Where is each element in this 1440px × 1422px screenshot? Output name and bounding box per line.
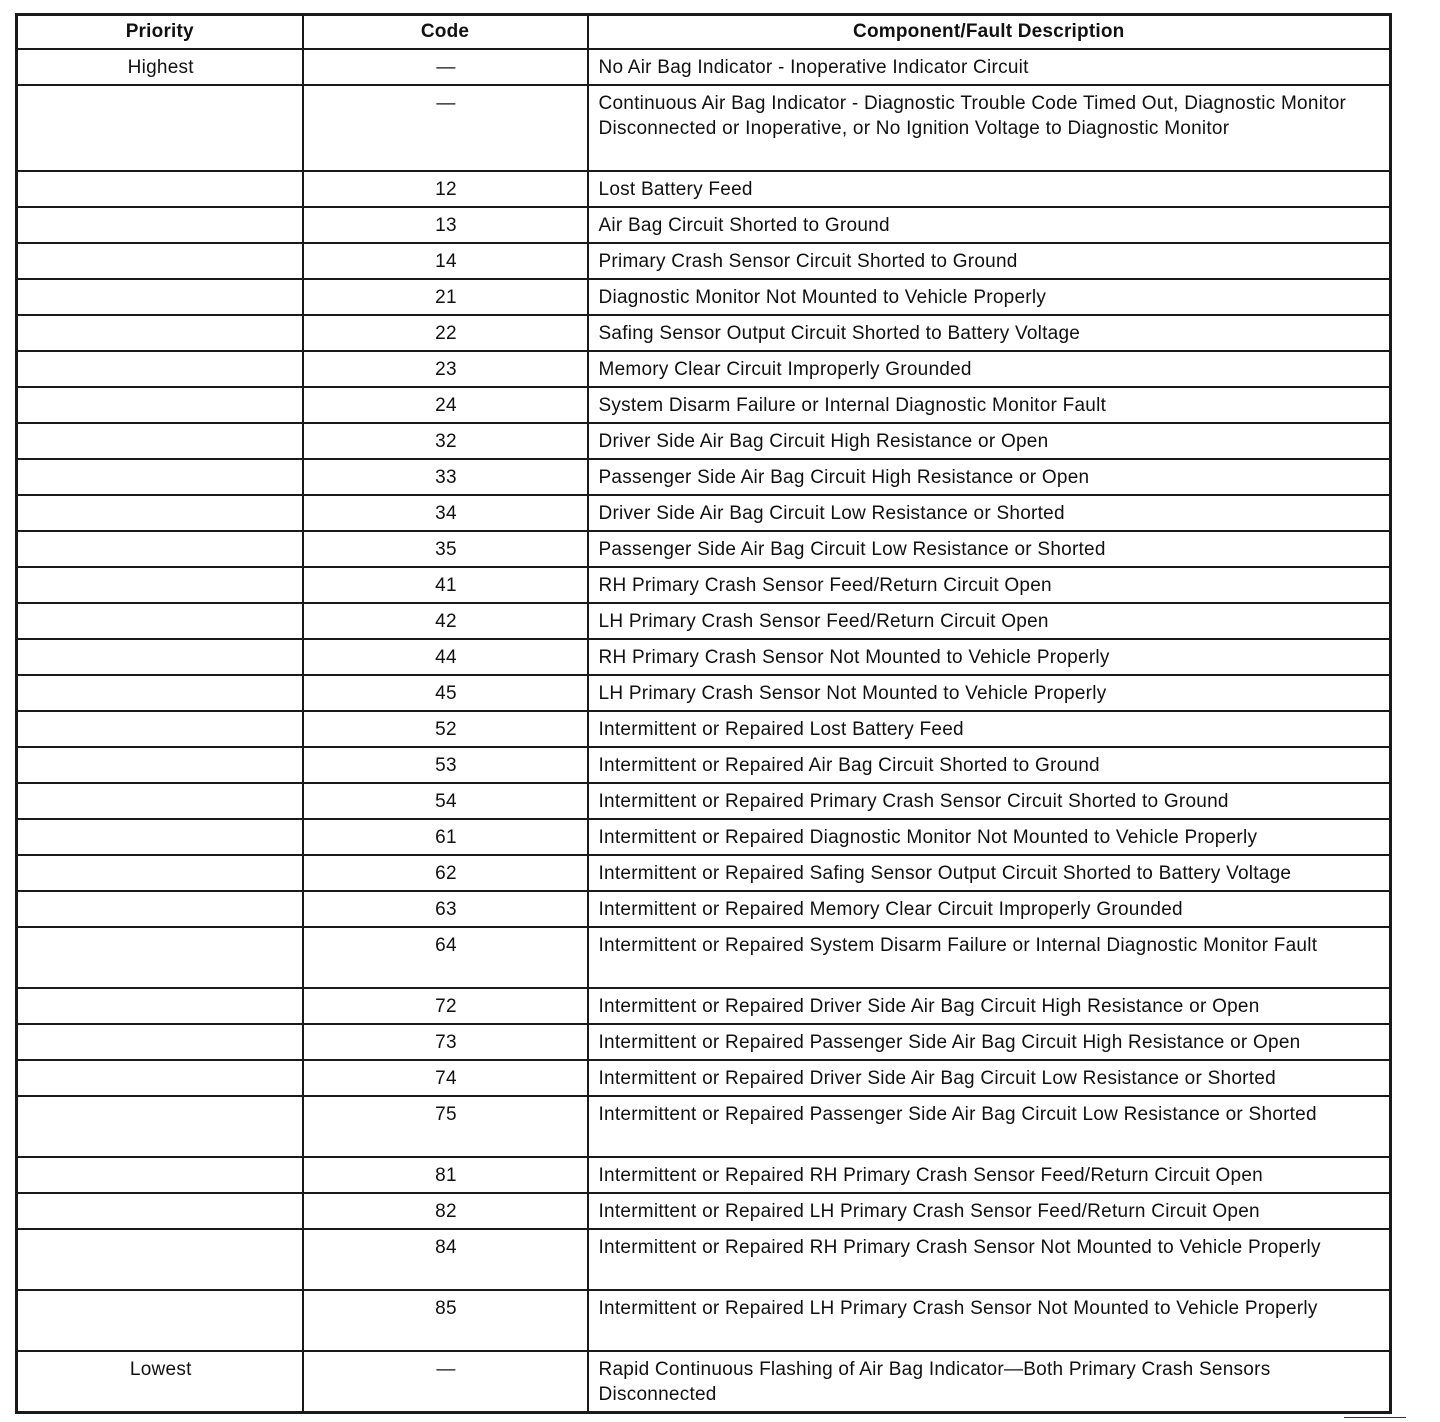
code-cell: 22 — [303, 315, 588, 351]
code-cell: 73 — [303, 1024, 588, 1060]
code-cell: 44 — [303, 639, 588, 675]
code-cell: 14 — [303, 243, 588, 279]
priority-cell — [17, 891, 303, 927]
description-cell: Intermittent or Repaired Memory Clear Circuit Improperly Grounded — [588, 891, 1391, 927]
code-cell: 61 — [303, 819, 588, 855]
priority-cell — [17, 171, 303, 207]
table-row — [17, 891, 1391, 927]
description-cell: Intermittent or Repaired RH Primary Crash Sensor Not Mounted to Vehicle Properly — [588, 1229, 1391, 1290]
priority-cell — [17, 1096, 303, 1157]
code-cell: 63 — [303, 891, 588, 927]
code-cell: 52 — [303, 711, 588, 747]
description-cell: LH Primary Crash Sensor Not Mounted to Vehicle Properly — [588, 675, 1391, 711]
description-cell: Rapid Continuous Flashing of Air Bag Indicator—Both Primary Crash Sensors Disconnected — [588, 1351, 1391, 1413]
table-row — [17, 747, 1391, 783]
table-row — [17, 675, 1391, 711]
table-row — [17, 855, 1391, 891]
table-row — [17, 1193, 1391, 1229]
description-cell: Intermittent or Repaired System Disarm Failure or Internal Diagnostic Monitor Fault — [588, 927, 1391, 988]
table-row — [17, 279, 1391, 315]
code-cell: 32 — [303, 423, 588, 459]
code-cell: 75 — [303, 1096, 588, 1157]
table-row — [17, 1229, 1391, 1290]
priority-cell — [17, 279, 303, 315]
diagnostic-code-table — [15, 13, 1392, 1414]
description-cell: Lost Battery Feed — [588, 171, 1391, 207]
description-cell: RH Primary Crash Sensor Not Mounted to Vehicle Properly — [588, 639, 1391, 675]
priority-cell — [17, 207, 303, 243]
description-cell: Intermittent or Repaired Passenger Side Air Bag Circuit High Resistance or Open — [588, 1024, 1391, 1060]
description-cell: Intermittent or Repaired LH Primary Crash Sensor Feed/Return Circuit Open — [588, 1193, 1391, 1229]
table-row — [17, 1096, 1391, 1157]
code-cell: 45 — [303, 675, 588, 711]
code-cell: — — [303, 49, 588, 85]
table-row — [17, 783, 1391, 819]
table-row — [17, 49, 1391, 85]
priority-cell — [17, 1024, 303, 1060]
code-cell: 84 — [303, 1229, 588, 1290]
priority-cell — [17, 1060, 303, 1096]
code-cell: 72 — [303, 988, 588, 1024]
table-row — [17, 819, 1391, 855]
description-cell: Intermittent or Repaired Driver Side Air Bag Circuit High Resistance or Open — [588, 988, 1391, 1024]
table-row — [17, 711, 1391, 747]
code-cell: 23 — [303, 351, 588, 387]
code-cell: 13 — [303, 207, 588, 243]
priority-cell — [17, 567, 303, 603]
description-cell: Primary Crash Sensor Circuit Shorted to Ground — [588, 243, 1391, 279]
description-cell: Intermittent or Repaired Safing Sensor Output Circuit Shorted to Battery Voltage — [588, 855, 1391, 891]
page-edge-mark — [1344, 1417, 1406, 1418]
description-cell: Passenger Side Air Bag Circuit High Resistance or Open — [588, 459, 1391, 495]
table-row — [17, 927, 1391, 988]
code-cell: 24 — [303, 387, 588, 423]
code-cell: 81 — [303, 1157, 588, 1193]
code-cell: 41 — [303, 567, 588, 603]
priority-cell — [17, 1229, 303, 1290]
priority-cell — [17, 675, 303, 711]
description-column-header: Component/Fault Description — [588, 15, 1391, 50]
code-column-header: Code — [303, 15, 588, 50]
code-cell: 62 — [303, 855, 588, 891]
description-cell: Intermittent or Repaired Driver Side Air Bag Circuit Low Resistance or Shorted — [588, 1060, 1391, 1096]
table-row — [17, 1060, 1391, 1096]
table-row — [17, 1290, 1391, 1351]
priority-cell — [17, 711, 303, 747]
priority-cell — [17, 243, 303, 279]
table-row — [17, 603, 1391, 639]
code-cell: 42 — [303, 603, 588, 639]
diagnostic-code-table-container — [15, 13, 1389, 1414]
description-cell: Driver Side Air Bag Circuit Low Resistance or Shorted — [588, 495, 1391, 531]
description-cell: Intermittent or Repaired Air Bag Circuit Shorted to Ground — [588, 747, 1391, 783]
table-header-row — [17, 15, 1391, 50]
priority-cell — [17, 639, 303, 675]
description-cell: Intermittent or Repaired RH Primary Crash Sensor Feed/Return Circuit Open — [588, 1157, 1391, 1193]
description-cell: Intermittent or Repaired Diagnostic Monitor Not Mounted to Vehicle Properly — [588, 819, 1391, 855]
table-row — [17, 495, 1391, 531]
description-cell: Passenger Side Air Bag Circuit Low Resistance or Shorted — [588, 531, 1391, 567]
description-cell: No Air Bag Indicator - Inoperative Indicator Circuit — [588, 49, 1391, 85]
description-cell: Continuous Air Bag Indicator - Diagnostic Trouble Code Timed Out, Diagnostic Monitor Disconnected or Inoperative, or No Ignition Voltage to Diagnostic Monitor — [588, 85, 1391, 171]
table-row — [17, 988, 1391, 1024]
priority-cell — [17, 85, 303, 171]
priority-cell — [17, 423, 303, 459]
code-cell: 34 — [303, 495, 588, 531]
priority-cell — [17, 1290, 303, 1351]
priority-cell — [17, 819, 303, 855]
table-row — [17, 207, 1391, 243]
priority-cell — [17, 531, 303, 567]
priority-cell — [17, 1157, 303, 1193]
description-cell: Memory Clear Circuit Improperly Grounded — [588, 351, 1391, 387]
priority-cell — [17, 351, 303, 387]
priority-cell — [17, 1193, 303, 1229]
table-row — [17, 423, 1391, 459]
code-cell: — — [303, 1351, 588, 1413]
code-cell: 64 — [303, 927, 588, 988]
code-cell: 82 — [303, 1193, 588, 1229]
table-row — [17, 531, 1391, 567]
priority-cell — [17, 315, 303, 351]
description-cell: System Disarm Failure or Internal Diagnostic Monitor Fault — [588, 387, 1391, 423]
description-cell: Intermittent or Repaired Primary Crash Sensor Circuit Shorted to Ground — [588, 783, 1391, 819]
code-cell: 85 — [303, 1290, 588, 1351]
priority-column-header: Priority — [17, 15, 303, 50]
priority-cell: Highest — [17, 49, 303, 85]
table-row — [17, 1024, 1391, 1060]
description-cell: Diagnostic Monitor Not Mounted to Vehicle Properly — [588, 279, 1391, 315]
priority-cell — [17, 927, 303, 988]
table-row — [17, 387, 1391, 423]
description-cell: Air Bag Circuit Shorted to Ground — [588, 207, 1391, 243]
priority-cell — [17, 459, 303, 495]
code-cell: 12 — [303, 171, 588, 207]
code-cell: 21 — [303, 279, 588, 315]
description-cell: Driver Side Air Bag Circuit High Resistance or Open — [588, 423, 1391, 459]
description-cell: Intermittent or Repaired LH Primary Crash Sensor Not Mounted to Vehicle Properly — [588, 1290, 1391, 1351]
priority-cell: Lowest — [17, 1351, 303, 1413]
code-cell: 35 — [303, 531, 588, 567]
description-cell: RH Primary Crash Sensor Feed/Return Circuit Open — [588, 567, 1391, 603]
code-cell: 54 — [303, 783, 588, 819]
table-row — [17, 1351, 1391, 1413]
priority-cell — [17, 747, 303, 783]
code-cell: 53 — [303, 747, 588, 783]
priority-cell — [17, 855, 303, 891]
priority-cell — [17, 603, 303, 639]
description-cell: Intermittent or Repaired Lost Battery Feed — [588, 711, 1391, 747]
description-cell: Intermittent or Repaired Passenger Side Air Bag Circuit Low Resistance or Shorted — [588, 1096, 1391, 1157]
table-row — [17, 1157, 1391, 1193]
table-row — [17, 639, 1391, 675]
table-row — [17, 171, 1391, 207]
table-row — [17, 85, 1391, 171]
description-cell: LH Primary Crash Sensor Feed/Return Circuit Open — [588, 603, 1391, 639]
priority-cell — [17, 988, 303, 1024]
code-cell: — — [303, 85, 588, 171]
code-cell: 33 — [303, 459, 588, 495]
table-row — [17, 315, 1391, 351]
description-cell: Safing Sensor Output Circuit Shorted to Battery Voltage — [588, 315, 1391, 351]
table-row — [17, 567, 1391, 603]
priority-cell — [17, 495, 303, 531]
table-row — [17, 243, 1391, 279]
priority-cell — [17, 387, 303, 423]
priority-cell — [17, 783, 303, 819]
code-cell: 74 — [303, 1060, 588, 1096]
table-row — [17, 459, 1391, 495]
table-row — [17, 351, 1391, 387]
